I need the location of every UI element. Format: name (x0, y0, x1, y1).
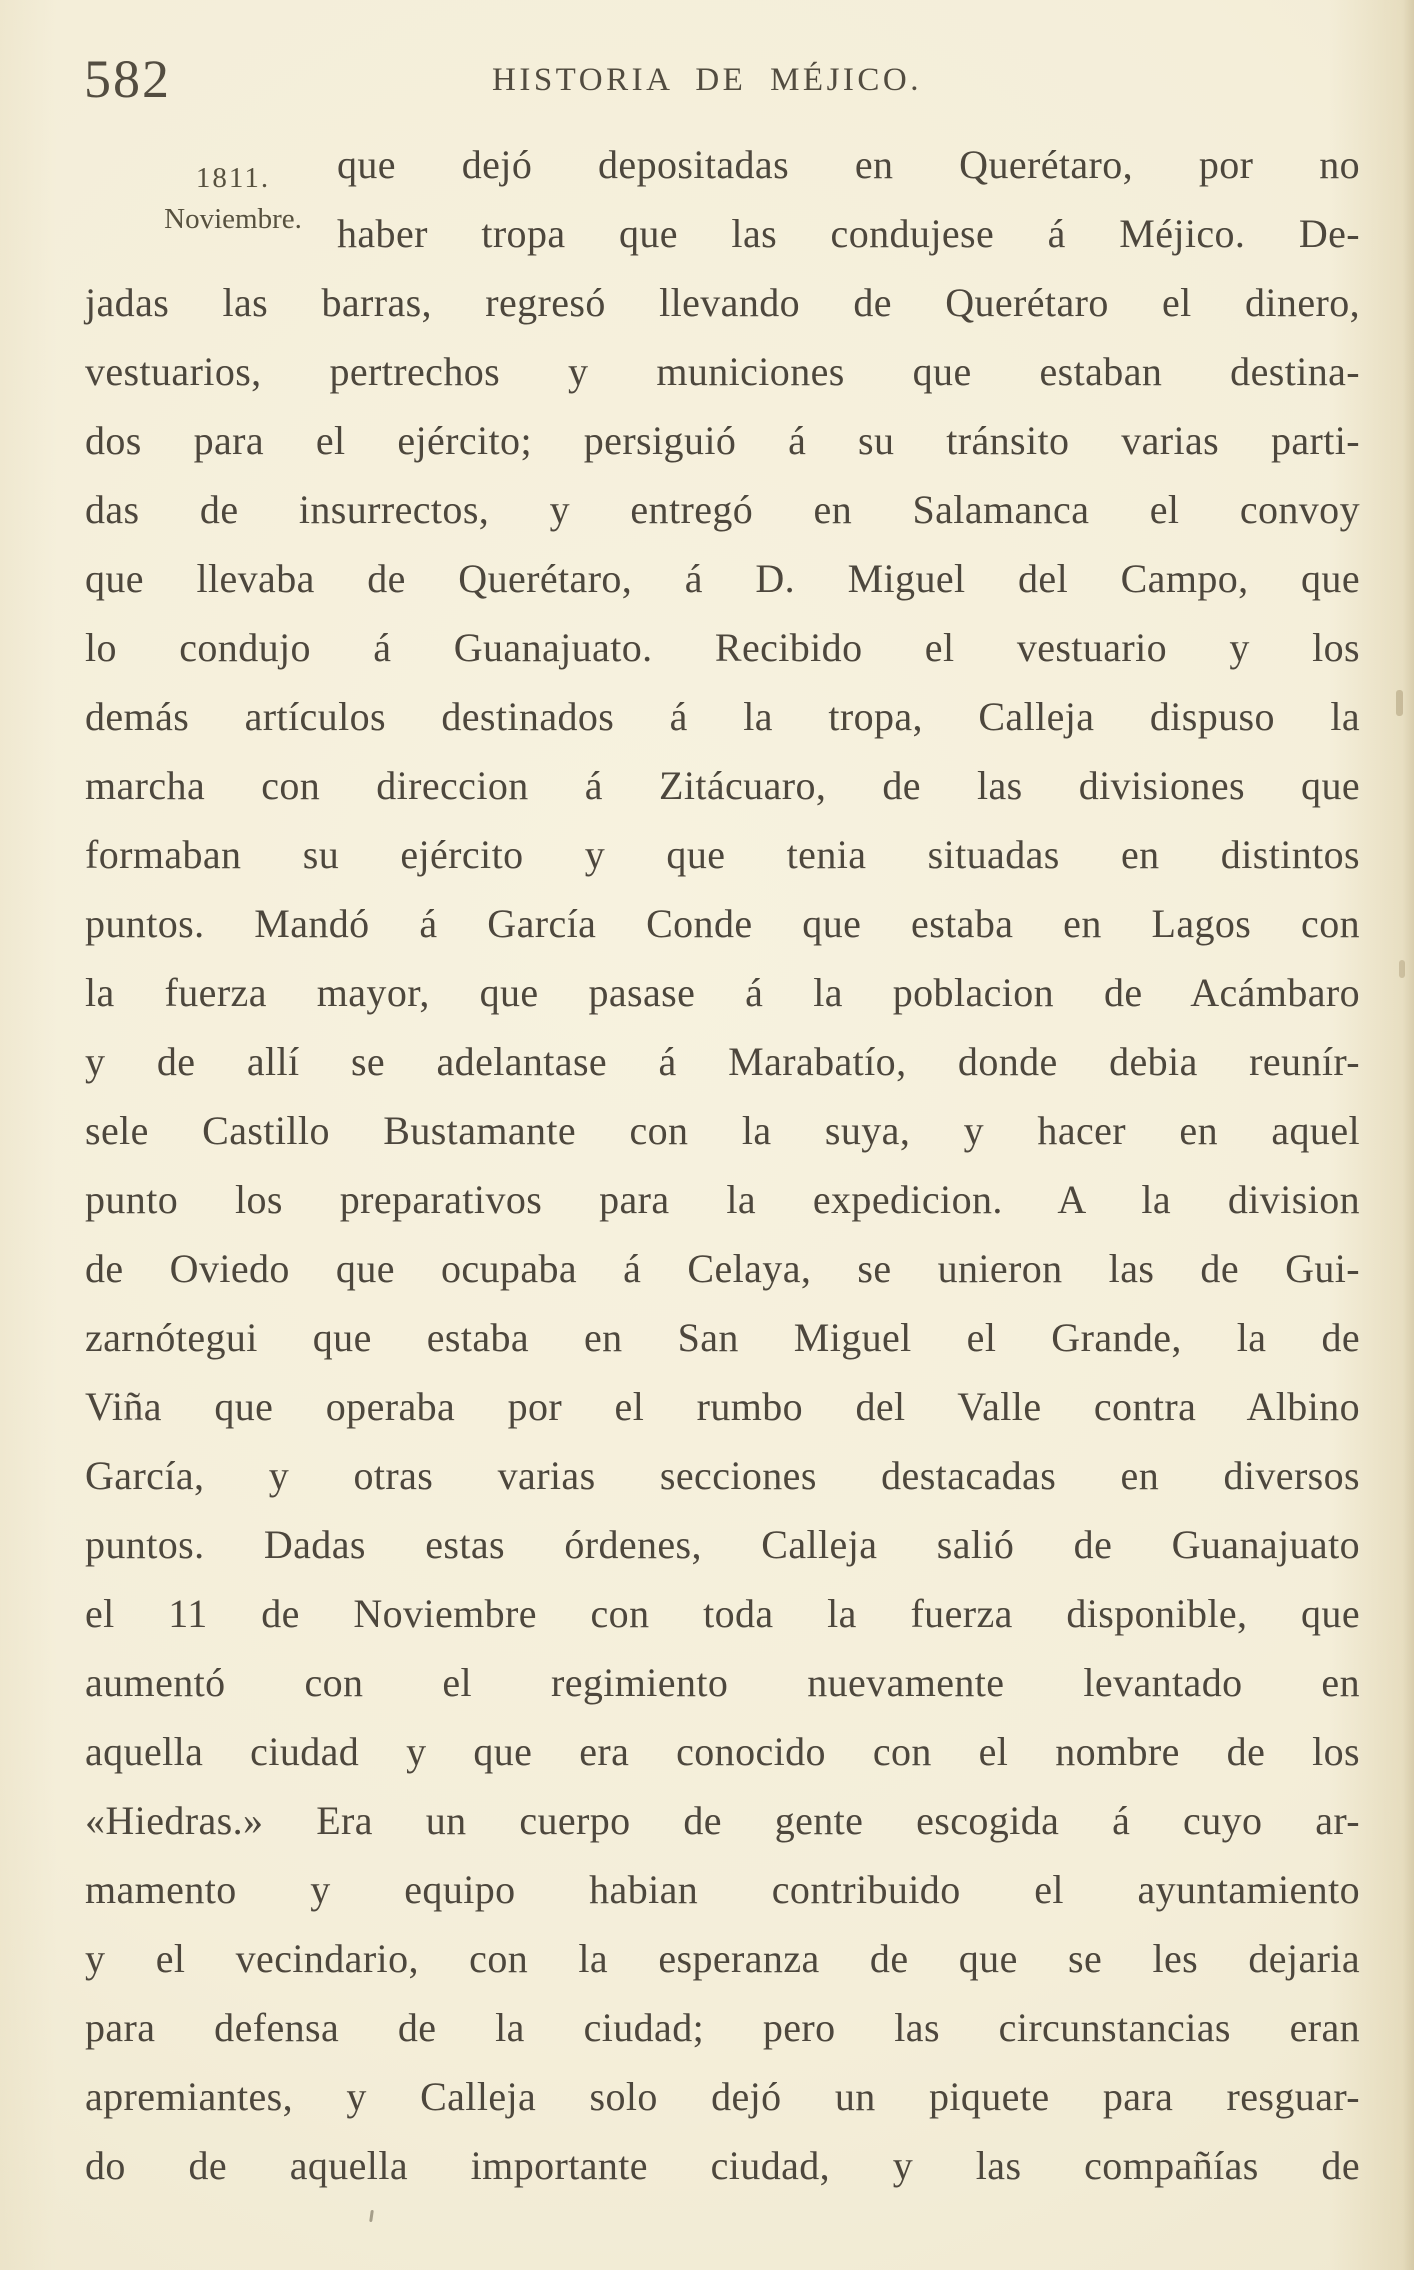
body-line: Viña que operaba por el rumbo del Valle contra Albino (85, 1384, 1360, 1429)
body-line: aumentó con el regimiento nuevamente levantado en (85, 1660, 1360, 1705)
page-edge-fleck (1399, 960, 1405, 978)
body-line: de Oviedo que ocupaba á Celaya, se unieron las de Gui- (85, 1246, 1360, 1291)
scan-speck-artifact (369, 2210, 374, 2222)
body-line: que dejó depositadas en Querétaro, por no (337, 142, 1360, 187)
page-edge-fleck (1396, 690, 1403, 716)
body-line: que llevaba de Querétaro, á D. Miguel del Campo, que (85, 556, 1360, 601)
body-line: das de insurrectos, y entregó en Salamanca el convoy (85, 487, 1360, 532)
body-line: aquella ciudad y que era conocido con el nombre de los (85, 1729, 1360, 1774)
body-line: jadas las barras, regresó llevando de Querétaro el dinero, (85, 280, 1360, 325)
body-line: demás artículos destinados á la tropa, Calleja dispuso la (85, 694, 1360, 739)
body-line: puntos. Dadas estas órdenes, Calleja salió de Guanajuato (85, 1522, 1360, 1567)
body-line: marcha con direccion á Zitácuaro, de las divisiones que (85, 763, 1360, 808)
margin-note-year: 1811. (195, 162, 271, 194)
body-line: puntos. Mandó á García Conde que estaba en Lagos con (85, 901, 1360, 946)
body-line: vestuarios, pertrechos y municiones que estaban destina- (85, 349, 1360, 394)
body-line: do de aquella importante ciudad, y las compañías de (85, 2143, 1360, 2188)
body-line: sele Castillo Bustamante con la suya, y hacer en aquel (85, 1108, 1360, 1153)
body-line: mamento y equipo habian contribuido el ayuntamiento (85, 1867, 1360, 1912)
body-line: para defensa de la ciudad; pero las circunstancias eran (85, 2005, 1360, 2050)
body-line: zarnótegui que estaba en San Miguel el Grande, la de (85, 1315, 1360, 1360)
running-header-title: HISTORIA DE MÉJICO. (492, 62, 922, 98)
body-line: dos para el ejército; persiguió á su tránsito varias parti- (85, 418, 1360, 463)
body-line: el 11 de Noviembre con toda la fuerza disponible, que (85, 1591, 1360, 1636)
body-line: y de allí se adelantase á Marabatío, donde debia reunír- (85, 1039, 1360, 1084)
body-line: punto los preparativos para la expedicion. A la division (85, 1177, 1360, 1222)
body-line: haber tropa que las condujese á Méjico. De- (337, 211, 1360, 256)
body-line: la fuerza mayor, que pasase á la poblacion de Acámbaro (85, 970, 1360, 1015)
body-text-block (85, 130, 1360, 2200)
body-line: lo condujo á Guanajuato. Recibido el vestuario y los (85, 625, 1360, 670)
body-line: «Hiedras.» Era un cuerpo de gente escogida á cuyo ar- (85, 1798, 1360, 1843)
page-number: 582 (84, 49, 171, 109)
body-line: y el vecindario, con la esperanza de que se les dejaria (85, 1936, 1360, 1981)
margin-note-month: Noviembre. (164, 203, 302, 235)
body-line: García, y otras varias secciones destacadas en diversos (85, 1453, 1360, 1498)
body-line: formaban su ejército y que tenia situadas en distintos (85, 832, 1360, 877)
body-line: apremiantes, y Calleja solo dejó un piquete para resguar- (85, 2074, 1360, 2119)
